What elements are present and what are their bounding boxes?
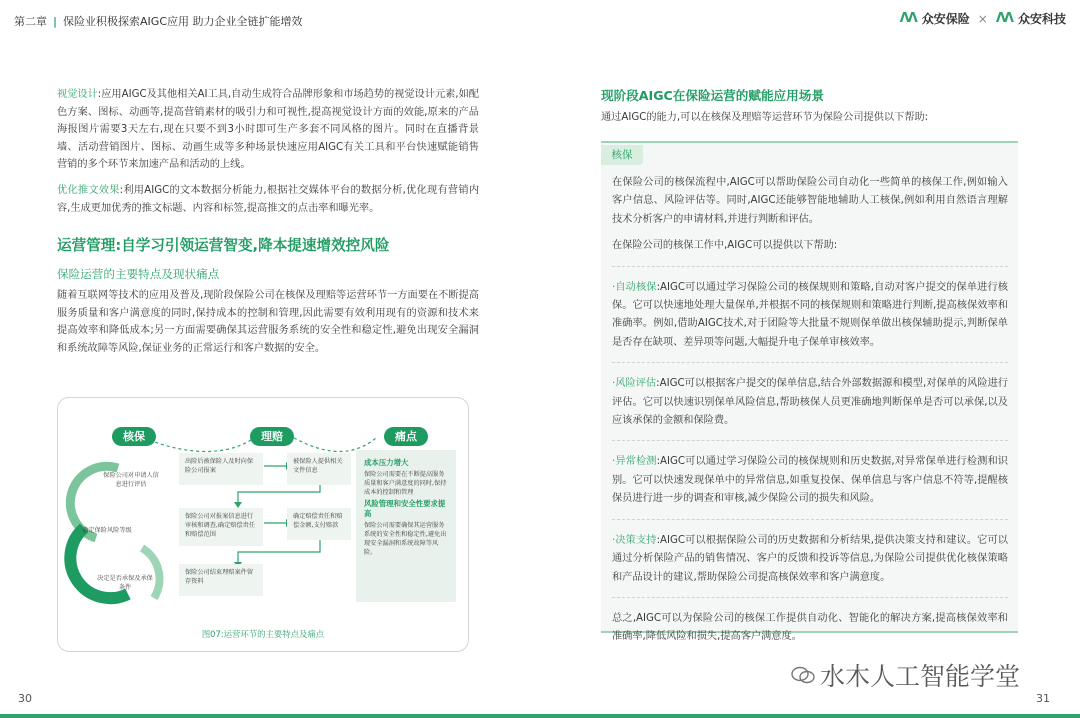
watermark xyxy=(790,657,1020,693)
divider xyxy=(612,519,1008,520)
item-decision-text: :AIGC可以根据保险公司的历史数据和分析结果,提供决策支持和建议。它可以通过分析保险产品的销售情况、客户的反馈和投诉等信息,为保险公司提供优化核保策略和产品设计的建议,帮助保险公司提高核保效率和客户满意度。 xyxy=(612,534,1008,583)
cycle-step-assess: 保险公司对申请人信息进行评估 xyxy=(103,472,159,488)
claim-step-report: 出险后被保险人及时向保险公司报案 xyxy=(179,453,263,485)
card-body xyxy=(612,174,1008,647)
item-risk-label: ·风险评估 xyxy=(612,378,657,390)
claim-step-payment: 确定赔偿责任和赔偿金额,支付赔款 xyxy=(287,508,351,540)
claim-step-review: 保险公司对报案信息进行审核和调查,确定赔偿责任和赔偿范围 xyxy=(179,508,263,546)
pill-claims: 理赔 xyxy=(250,427,294,446)
chapter-header xyxy=(14,13,303,29)
zhongan-logo-icon: ᐱᐱ xyxy=(899,11,916,26)
item-auto-underwriting xyxy=(612,279,1008,353)
tweet-text: :利用AIGC的文本数据分析能力,根据社交媒体平台的数据分析,优化现有营销内容,生成更加优秀的推文标题、内容和标签,提高推文的点击率和曝光率。 xyxy=(57,184,480,214)
logo-left-text: 众安保险 xyxy=(921,12,970,26)
claim-step-close: 保险公司结束理赔案件留存资料 xyxy=(179,564,263,596)
figure-operations-diagram xyxy=(57,397,469,652)
item-anomaly-text: :AIGC可以通过学习保险公司的核保规则和历史数据,对异常保单进行检测和识别。它可以快速发现保单中的异常信息,如重复投保、保单信息与客户信息不符等,提醒核保员进行进一步的调查和审核,减少保险公司的损失和风险。 xyxy=(612,456,1008,505)
card-intro-2: 在保险公司的核保工作中,AIGC可以提供以下帮助: xyxy=(612,240,838,252)
left-column xyxy=(57,86,479,358)
item-anomaly-detection xyxy=(612,453,1008,508)
pain-title-risk: 风险管理和安全性要求提高 xyxy=(364,499,446,518)
logo-separator: × xyxy=(977,11,988,26)
item-risk-assessment xyxy=(612,375,1008,430)
card-summary: 总之,AIGC可以为保险公司的核保工作提供自动化、智能化的解决方案,提高核保效率和准确率,降低风险和损失,提高客户满意度。 xyxy=(612,612,1008,643)
pain-title-cost: 成本压力增大 xyxy=(364,458,409,467)
cycle-step-risk-level: 确定保险风险等级 xyxy=(82,527,132,534)
pain-points-box xyxy=(356,450,456,602)
pill-pain-points: 痛点 xyxy=(384,427,428,446)
footer-accent-line xyxy=(0,714,1080,718)
item-risk-text: :AIGC可以根据客户提交的保单信息,结合外部数据源和模型,对保单的风险进行评估。它可以快速识别保单风险信息,帮助核保人员更准确地判断保单是否可以承保,以及应该承保的金额和保险费。 xyxy=(612,378,1008,427)
divider xyxy=(612,266,1008,267)
claim-step-documents: 被保险人提供相关文件信息 xyxy=(287,453,351,485)
tweet-label: 优化推文效果 xyxy=(57,184,120,196)
wechat-icon xyxy=(790,665,816,685)
logo-right-text: 众安科技 xyxy=(1017,12,1066,26)
underwriting-card xyxy=(601,141,1018,643)
paragraph-operations: 随着互联网等技术的应用及普及,现阶段保险公司在核保及理赔等运营环节一方面要在不断提高服务质量和客户满意度的同时,保持成本的控制和管理,因此需要有效利用现有的资源和技术来提高效率和降低成本;另一方面需要确保其运营服务系统的安全性和稳定性,避免出现安全漏洞和系统故障等风险,保证业务的正常运行和客户数据的安全。 xyxy=(57,290,479,354)
pain-desc-cost: 保险公司需要在不断提高服务质量和客户满意度的同时,保持成本的控制和管理 xyxy=(364,471,447,496)
divider xyxy=(612,440,1008,441)
visual-design-label: 视觉设计 xyxy=(57,89,98,100)
paragraph-tweet-optimization xyxy=(57,182,479,217)
chapter-label: 第二章 xyxy=(14,15,47,28)
watermark-text: 水木人工智能学堂 xyxy=(820,662,1021,691)
item-auto-label: ·自动核保 xyxy=(612,281,657,293)
chapter-title: 保险业积极探索AIGC应用 助力企业全链扩能增效 xyxy=(63,15,303,28)
item-auto-text: :AIGC可以通过学习保险公司的核保规则和策略,自动对客户提交的保单进行核保。它可以快速地处理大量保单,并根据不同的核保规则和策略进行判断,提高核保效率和准确率。例如,借助AIGC技术,对于团险等大批量不规则保单做出核保辅助提示,判断保单是否存在缺项、差异项等问题,大幅提升电子保单审核效率。 xyxy=(612,281,1008,348)
card-intro: 在保险公司的核保流程中,AIGC可以帮助保险公司自动化一些简单的核保工作,例如输入客户信息、风险评估等。同时,AIGC还能够智能地辅助人工核保,例如利用自然语言理解技术分析客户的申请材料,并进行判断和评估。 xyxy=(612,177,1008,225)
pain-desc-risk: 保险公司需要确保其运营服务系统的安全性和稳定性,避免出现安全漏洞和系统故障等风险。 xyxy=(364,522,447,556)
spacer xyxy=(57,174,479,182)
item-anomaly-label: ·异常检测 xyxy=(612,456,657,468)
figure-caption: 图07:运营环节的主要特点及痛点 xyxy=(201,629,325,639)
right-subtitle: 通过AIGC的能力,可以在核保及理赔等运营环节为保险公司提供以下帮助: xyxy=(601,112,929,123)
item-decision-label: ·决策支持 xyxy=(612,534,657,546)
card-tag-underwriting: 核保 xyxy=(601,145,643,165)
divider xyxy=(612,362,1008,363)
paragraph-visual-design xyxy=(57,86,479,174)
connector-1 xyxy=(144,438,254,452)
cycle-step-decision: 决定是否承保及承保条件 xyxy=(97,575,153,591)
header-divider: | xyxy=(53,14,58,28)
item-decision-support xyxy=(612,532,1008,587)
divider xyxy=(612,597,1008,598)
zhongan-tech-logo-icon: ᐱᐱ xyxy=(995,11,1012,26)
subsection-heading: 保险运营的主要特点及现状痛点 xyxy=(57,267,220,282)
right-title: 现阶段AIGC在保险运营的赋能应用场景 xyxy=(601,88,824,103)
pill-underwriting: 核保 xyxy=(112,427,156,446)
page-number-left: 30 xyxy=(18,692,32,705)
page-number-right: 31 xyxy=(1036,692,1050,705)
section-heading: 运营管理:自学习引领运营智变,降本提速增效控风险 xyxy=(57,237,390,255)
right-column-header xyxy=(601,86,1021,126)
brand-logos xyxy=(900,10,1066,27)
visual-design-text: :应用AIGC及其他相关AI工具,自动生成符合品牌形象和市场趋势的视觉设计元素,如配色方案、图标、动画等,提高营销素材的吸引力和可视性,提高视觉设计方面的效能,原来的产品海报图片需要3天左右,现在只要不到3小时即可生产多套不同风格的图片。同时在直播背景墙、活动营销图片、图标、动画生成等多种场景快速应用AIGC有关工具和平台快速赋能销售营销的多个环节来加速产品和活动的上线。 xyxy=(57,89,479,171)
